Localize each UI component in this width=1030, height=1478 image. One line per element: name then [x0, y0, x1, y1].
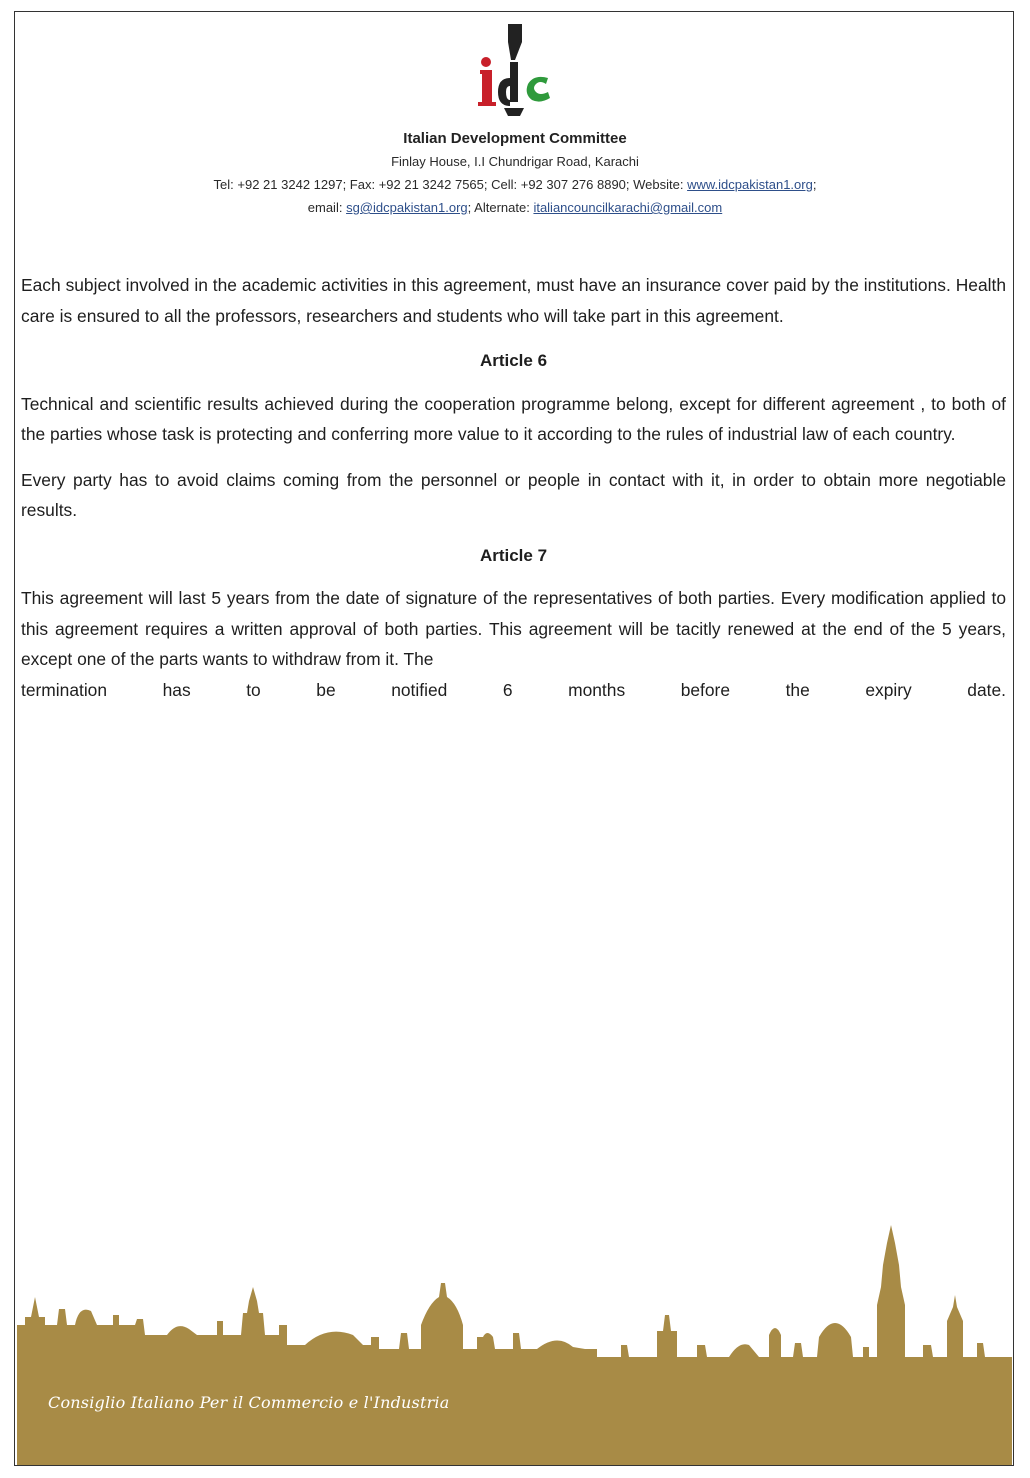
email-line: [20, 196, 1010, 219]
website-link[interactable]: www.idcpakistan1.org: [687, 177, 813, 192]
email-link[interactable]: sg@idcpakistan1.org: [346, 200, 468, 215]
contact-suffix: ;: [812, 177, 817, 192]
article-7-heading: Article 7: [479, 545, 548, 565]
article-7-last-line: termination has to be notified 6 months before the expiry date.: [21, 679, 1006, 700]
contact-numbers: Tel: +92 21 3242 1297; Fax: +92 21 3242 7565; Cell: +92 307 276 8890; Website:: [213, 177, 688, 192]
article-6-paragraph-1: Technical and scientific results achieved during the cooperation programme belong, except for different agreement , to both of the parties whose task is protecting and conferring more value to it according to the rules of industrial law of each country.: [21, 393, 1006, 444]
organization-name: Italian Development Committee: [403, 130, 627, 147]
article-6-heading: Article 6: [479, 351, 548, 370]
intro-paragraph: Each subject involved in the academic activities in this agreement, must have an insurance cover paid by the institutions. Health care is ensured to all the professors, researchers and students who will take part in this agreement.: [21, 275, 1006, 326]
city-skyline-icon: [17, 1225, 1012, 1465]
article-7-paragraph: This agreement will last 5 years from the date of signature of the representatives of both parties. Every modification applied to this agreement requires a written approval of both parties. This agreement will be tacitly renewed at the end of the 5 years, except one of the parts wants to withdraw from it. The: [21, 588, 1006, 669]
address-line: Finlay House, I.I Chundrigar Road, Karachi: [391, 154, 639, 169]
skyline-caption: Consiglio Italiano Per il Commercio e l'Industria: [48, 1393, 450, 1412]
email-label: email:: [307, 200, 347, 215]
document-body: [21, 270, 1006, 705]
contact-line: [20, 173, 1010, 196]
letterhead: [20, 128, 1010, 219]
alternate-email-link[interactable]: italiancouncilkarachi@gmail.com: [533, 200, 723, 215]
article-6-paragraph-2: Every party has to avoid claims coming from the personnel or people in contact with it, in order to obtain more negotiable results.: [21, 469, 1006, 520]
idc-logo-icon: [470, 22, 560, 122]
alternate-label: ; Alternate:: [467, 200, 534, 215]
